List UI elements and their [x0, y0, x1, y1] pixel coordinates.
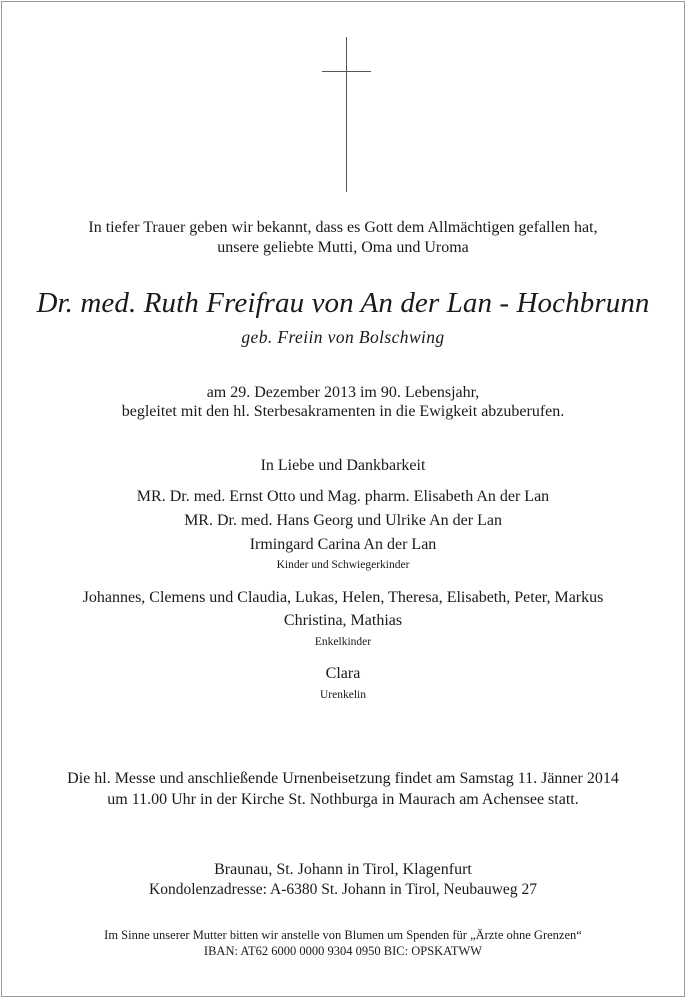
maiden-name: geb. Freiin von Bolschwing [241, 327, 445, 347]
cross-vertical-bar [346, 37, 347, 192]
donation-request: Im Sinne unserer Mutter bitten wir anstelle von Blumen um Spenden für „Ärzte ohne Grenzen“ [104, 928, 582, 942]
death-date-line: am 29. Dezember 2013 im 90. Lebensjahr, [206, 384, 480, 401]
cross-horizontal-bar [322, 71, 371, 72]
child-line: MR. Dr. med. Hans Georg und Ulrike An der Lan [184, 512, 502, 529]
service-line-1: Die hl. Messe und anschließende Urnenbeisetzung findet am Samstag 11. Jänner 2014 [67, 770, 619, 787]
grandchildren-line: Johannes, Clemens und Claudia, Lukas, Helen, Theresa, Elisabeth, Peter, Markus [82, 589, 604, 606]
places-line: Braunau, St. Johann in Tirol, Klagenfurt [214, 861, 472, 878]
child-line: MR. Dr. med. Ernst Otto und Mag. pharm. Elisabeth An der Lan [136, 488, 550, 505]
great-grandchild-label: Urenkelin [320, 689, 366, 701]
announcement-line-1: In tiefer Trauer geben wir bekannt, dass es Gott dem Allmächtigen gefallen hat, [88, 219, 598, 236]
bank-details: IBAN: AT62 6000 0000 9304 0950 BIC: OPSKATWW [203, 944, 483, 958]
mourners-intro: In Liebe und Dankbarkeit [260, 457, 426, 474]
grandchildren-line: Christina, Mathias [283, 612, 403, 629]
grandchildren-label: Enkelkinder [314, 636, 372, 648]
deceased-name: Dr. med. Ruth Freifrau von An der Lan - Hochbrunn [36, 287, 650, 319]
children-label: Kinder und Schwiegerkinder [276, 559, 410, 571]
sacraments-line: begleitet mit den hl. Sterbesakramenten in die Ewigkeit abzuberufen. [121, 403, 565, 420]
great-grandchild-name: Clara [325, 665, 361, 682]
announcement-line-2: unsere geliebte Mutti, Oma und Uroma [217, 239, 469, 256]
service-line-2: um 11.00 Uhr in der Kirche St. Nothburga in Maurach am Achensee statt. [107, 791, 579, 808]
child-line: Irmingard Carina An der Lan [249, 536, 437, 553]
condolence-address: Kondolenzadresse: A-6380 St. Johann in Tirol, Neubauweg 27 [149, 881, 537, 898]
obituary-page [1, 1, 685, 997]
